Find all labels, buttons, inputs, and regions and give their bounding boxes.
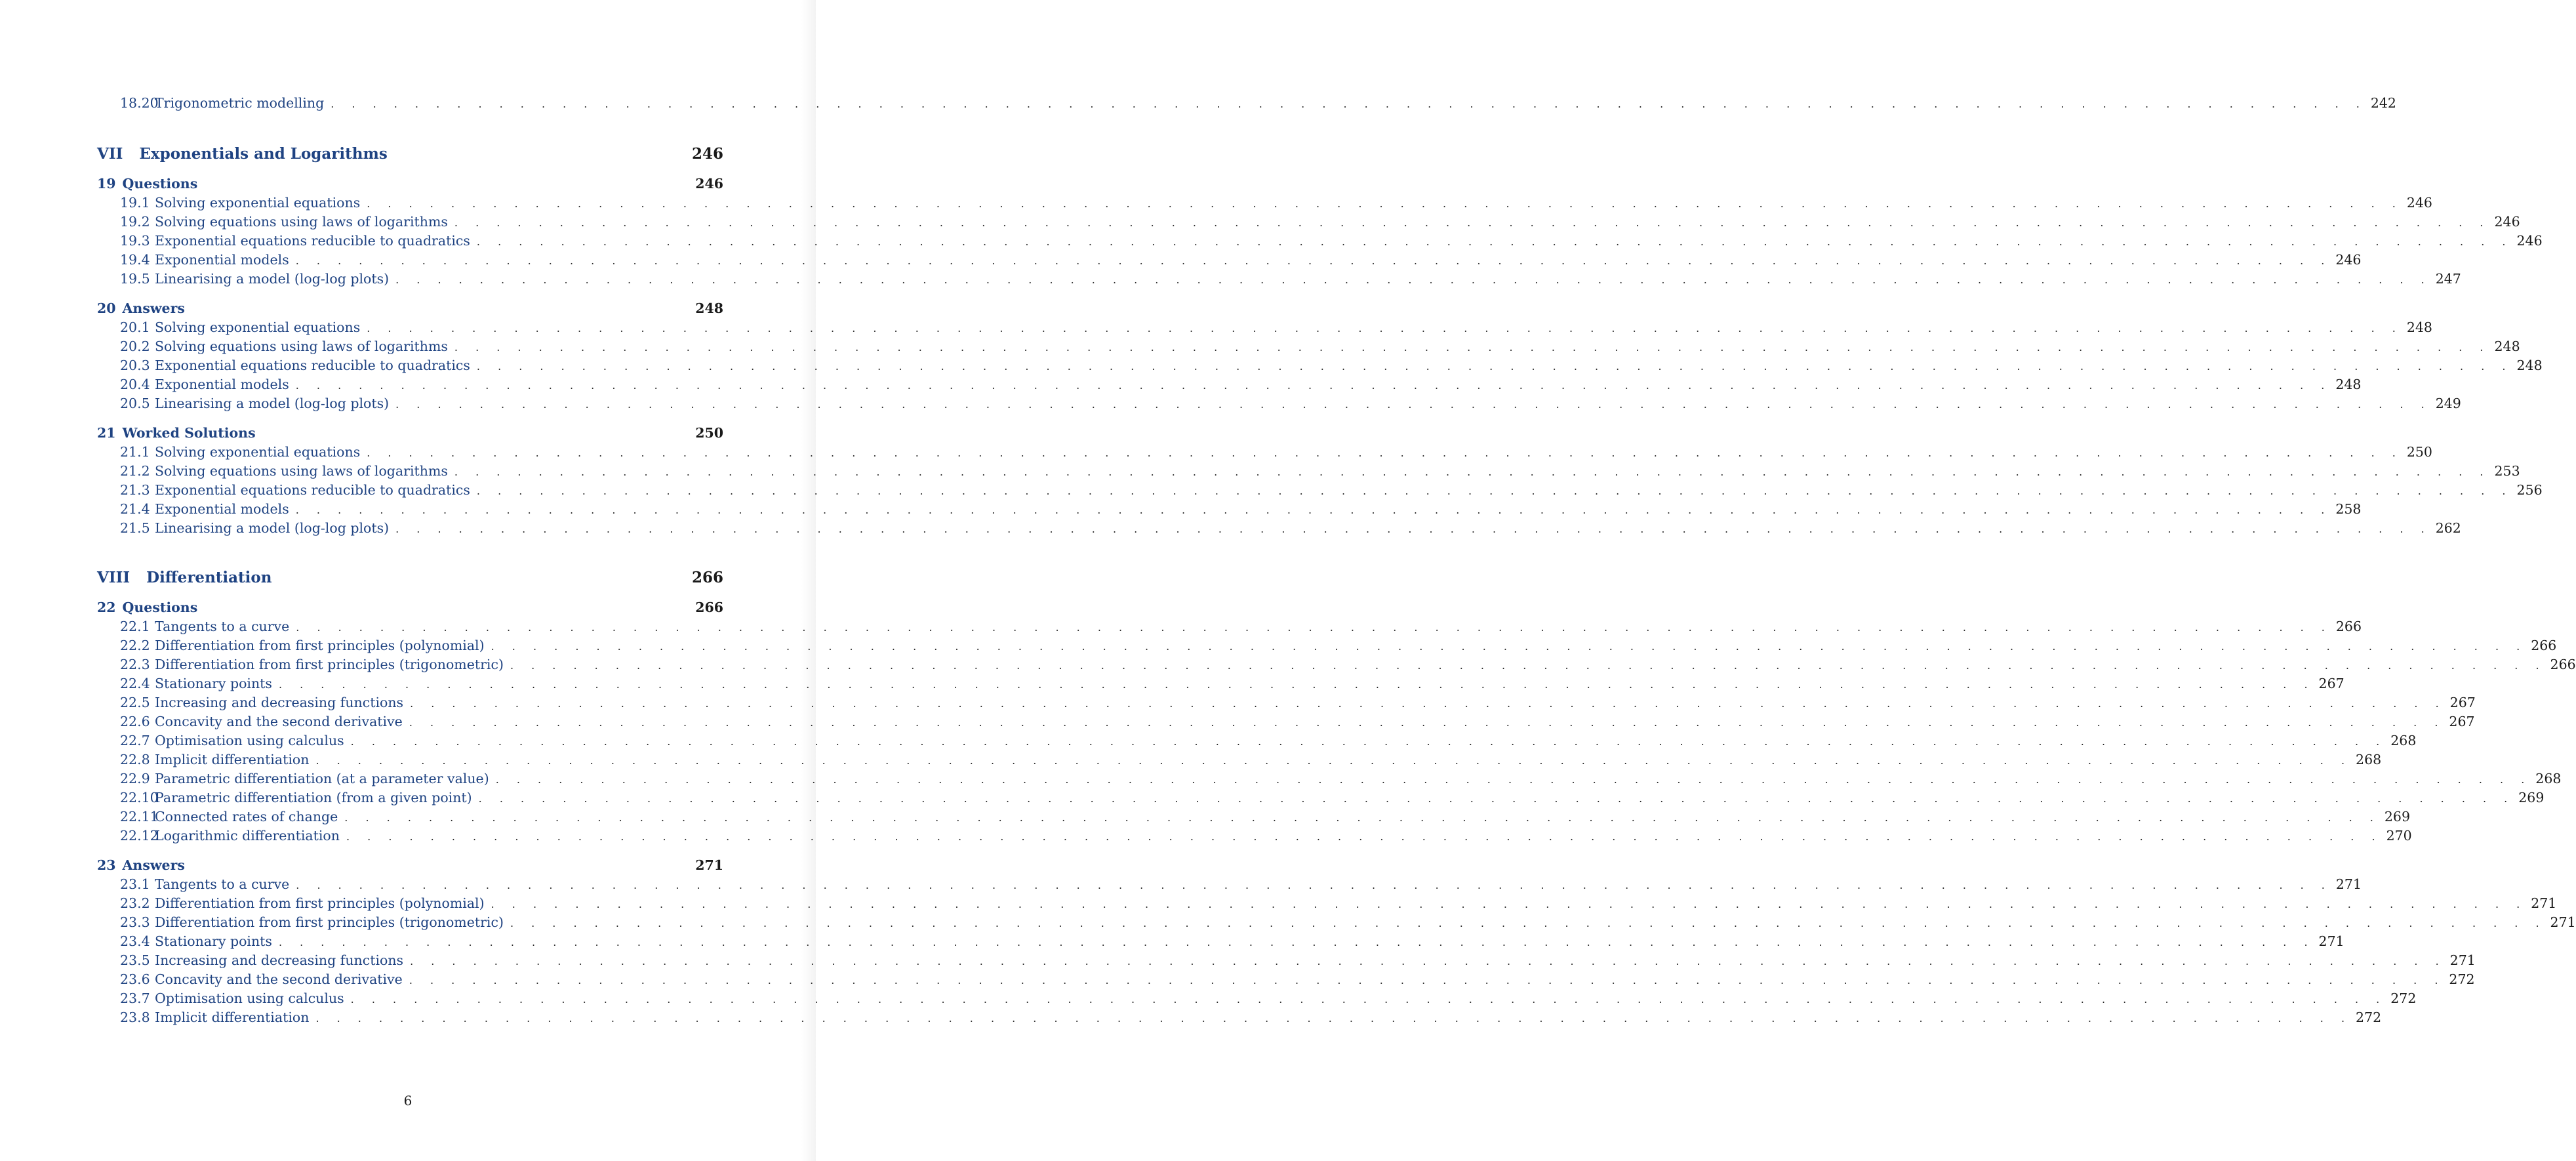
toc-section-entry[interactable] xyxy=(97,989,2417,1008)
section-title: Solving exponential equations xyxy=(155,195,361,211)
section-title: Stationary points xyxy=(155,933,272,949)
section-title: Exponential equations reducible to quadratics xyxy=(155,482,470,498)
toc-chapter-entry[interactable] xyxy=(97,424,723,443)
section-number: 21.5 xyxy=(120,520,150,536)
section-number: 23.5 xyxy=(120,952,150,968)
toc-section-entry[interactable] xyxy=(97,951,2476,970)
section-number: 22.7 xyxy=(120,733,150,748)
section-number: 20.4 xyxy=(120,377,150,392)
dot-leader: . . . . . . . . . . . . . . . . . . . . . . . . . . . . . . . . . . . . . . . . . . . . . . . . . . . . . . . . . . . . . . . . . . . . . . . . . . . . . . . . . . . . . . . . . . . . . . . . . xyxy=(409,716,2445,729)
section-number: 22.12 xyxy=(120,828,159,844)
page-number: 6 xyxy=(403,1093,413,1109)
toc-part-entry[interactable] xyxy=(97,567,723,588)
chapter-title: Answers xyxy=(122,857,185,873)
section-page: 268 xyxy=(2535,771,2562,786)
section-number: 18.20 xyxy=(120,95,159,111)
toc-section-entry[interactable] xyxy=(97,913,2576,932)
section-number: 23.4 xyxy=(120,933,150,949)
dot-leader: . . . . . . . . . . . . . . . . . . . . . . . . . . . . . . . . . . . . . . . . . . . . . . . . . . . . . . . . . . . . . . . . . . . . . . . . . . . . . . . . . . . . . . . . . . . . . . . . . xyxy=(295,504,2332,516)
section-number: 22.11 xyxy=(120,809,159,825)
dot-leader: . . . . . . . . . . . . . . . . . . . . . . . . . . . . . . . . . . . . . . . . . . . . . . . . . . . . . . . . . . . . . . . . . . . . . . . . . . . . . . . . . . . . . . . . . . . . . . . . . xyxy=(344,811,2381,824)
chapter-number: 20 xyxy=(97,300,116,316)
section-title: Exponential models xyxy=(155,501,289,517)
section-number: 21.3 xyxy=(120,482,150,498)
toc-section-entry[interactable] xyxy=(97,375,2362,394)
toc-section-entry[interactable] xyxy=(97,894,2557,913)
toc-section-entry[interactable] xyxy=(97,500,2362,519)
section-number: 22.10 xyxy=(120,790,159,805)
section-number: 22.1 xyxy=(120,619,150,634)
toc-part-entry[interactable] xyxy=(97,144,723,165)
section-page: 248 xyxy=(2335,377,2362,392)
section-page: 267 xyxy=(2318,676,2345,691)
dot-leader: . . . . . . . . . . . . . . . . . . . . . . . . . . . . . . . . . . . . . . . . . . . . . . . . . . . . . . . . . . . . . . . . . . . . . . . . . . . . . . . . . . . . . . . . . . . . . . . . . xyxy=(367,197,2403,210)
section-title: Exponential equations reducible to quadratics xyxy=(155,233,470,249)
section-title: Stationary points xyxy=(155,676,272,691)
toc-section-entry[interactable] xyxy=(97,232,2543,251)
section-title: Tangents to a curve xyxy=(155,619,290,634)
chapter-title: Questions xyxy=(122,600,198,615)
section-number: 23.7 xyxy=(120,990,150,1006)
section-title: Logarithmic differentiation xyxy=(155,828,340,844)
section-number: 20.2 xyxy=(120,338,150,354)
section-page: 246 xyxy=(2516,233,2543,249)
dot-leader: . . . . . . . . . . . . . . . . . . . . . . . . . . . . . . . . . . . . . . . . . . . . . . . . . . . . . . . . . . . . . . . . . . . . . . . . . . . . . . . . . . . . . . . . . . . . . . . . . xyxy=(278,936,2315,948)
section-page: 246 xyxy=(2335,252,2362,268)
section-title: Concavity and the second derivative xyxy=(155,971,403,987)
section-title: Increasing and decreasing functions xyxy=(155,695,404,710)
dot-leader: . . . . . . . . . . . . . . . . . . . . . . . . . . . . . . . . . . . . . . . . . . . . . . . . . . . . . . . . . . . . . . . . . . . . . . . . . . . . . . . . . . . . . . . . . . . . . . . . . xyxy=(295,379,2332,392)
section-page: 268 xyxy=(2356,752,2382,767)
chapter-number: 19 xyxy=(97,176,116,192)
section-list xyxy=(97,443,2543,538)
toc-section-entry[interactable] xyxy=(97,693,2476,712)
toc-section-entry[interactable] xyxy=(97,617,2362,636)
dot-leader: . . . . . . . . . . . . . . . . . . . . . . . . . . . . . . . . . . . . . . . . . . . . . . . . . . . . . . . . . . . . . . . . . . . . . . . . . . . . . . . . . . . . . . . . . . . . . . . . . xyxy=(395,274,2432,286)
section-title: Differentiation from first principles (polynomial) xyxy=(155,638,485,653)
section-title: Linearising a model (log-log plots) xyxy=(155,396,390,411)
dot-leader: . . . . . . . . . . . . . . . . . . . . . . . . . . . . . . . . . . . . . . . . . . . . . . . . . . . . . . . . . . . . . . . . . . . . . . . . . . . . . . . . . . . . . . . . . . . . . . . . . xyxy=(395,398,2432,411)
dot-leader: . . . . . . . . . . . . . . . . . . . . . . . . . . . . . . . . . . . . . . . . . . . . . . . . . . . . . . . . . . . . . . . . . . . . . . . . . . . . . . . . . . . . . . . . . . . . . . . . . xyxy=(491,898,2527,910)
toc-section-entry[interactable] xyxy=(97,731,2417,750)
part-number: VII xyxy=(97,145,123,163)
section-page: 248 xyxy=(2516,357,2543,373)
toc-chapter-entry[interactable] xyxy=(97,598,723,617)
dot-leader: . . . . . . . . . . . . . . . . . . . . . . . . . . . . . . . . . . . . . . . . . . . . . . . . . . . . . . . . . . . . . . . . . . . . . . . . . . . . . . . . . . . . . . . . . . . . . . . . . xyxy=(278,678,2315,691)
section-number: 23.8 xyxy=(120,1009,150,1025)
toc-chapter-entry[interactable] xyxy=(97,299,723,318)
section-number: 20.3 xyxy=(120,357,150,373)
section-title: Solving exponential equations xyxy=(155,319,361,335)
section-number: 22.6 xyxy=(120,714,150,729)
section-number: 19.5 xyxy=(120,271,150,287)
section-page: 266 xyxy=(2531,638,2557,653)
toc-section-entry[interactable] xyxy=(97,462,2520,481)
section-number: 23.6 xyxy=(120,971,150,987)
toc-section-entry[interactable] xyxy=(97,932,2345,951)
section-number: 23.1 xyxy=(120,876,150,892)
section-page: 271 xyxy=(2449,952,2476,968)
dot-leader: . . . . . . . . . . . . . . . . . . . . . . . . . . . . . . . . . . . . . . . . . . . . . . . . . . . . . . . . . . . . . . . . . . . . . . . . . . . . . . . . . . . . . . . . . . . . . . . . . xyxy=(350,735,2387,748)
section-number: 20.1 xyxy=(120,319,150,335)
section-title: Increasing and decreasing functions xyxy=(155,952,404,968)
chapter-number: 23 xyxy=(97,857,116,873)
section-list xyxy=(97,194,2543,289)
section-title: Exponential models xyxy=(155,252,289,268)
chapter-page: 248 xyxy=(695,300,723,316)
section-page: 271 xyxy=(2550,914,2576,930)
toc-section-entry[interactable] xyxy=(97,337,2520,356)
toc-section-entry[interactable] xyxy=(97,270,2461,289)
part-title: Exponentials and Logarithms xyxy=(139,145,388,163)
section-page: 271 xyxy=(2335,876,2362,892)
part-title: Differentiation xyxy=(146,569,272,586)
dot-leader: . . . . . . . . . . . . . . . . . . . . . . . . . . . . . . . . . . . . . . . . . . . . . . . . . . . . . . . . . . . . . . . . . . . . . . . . . . . . . . . . . . . . . . . . . . . . . . . . . xyxy=(478,792,2515,805)
section-title: Solving equations using laws of logarithms xyxy=(155,338,448,354)
section-title: Differentiation from first principles (polynomial) xyxy=(155,895,485,911)
section-page: 270 xyxy=(2386,828,2412,844)
section-number: 19.4 xyxy=(120,252,150,268)
toc-section-entry[interactable] xyxy=(97,1008,2382,1027)
section-page: 272 xyxy=(2356,1009,2382,1025)
section-title: Tangents to a curve xyxy=(155,876,290,892)
chapter-page: 246 xyxy=(695,176,723,192)
section-number: 21.2 xyxy=(120,463,150,479)
section-title: Implicit differentiation xyxy=(155,752,310,767)
section-page: 267 xyxy=(2449,695,2476,710)
section-page: 266 xyxy=(2550,657,2576,672)
section-page: 256 xyxy=(2516,482,2543,498)
section-title: Concavity and the second derivative xyxy=(155,714,403,729)
chapter-title: Answers xyxy=(122,300,185,316)
toc-section-entry[interactable] xyxy=(97,826,2412,845)
section-page: 246 xyxy=(2494,214,2520,230)
section-title: Solving equations using laws of logarithms xyxy=(155,214,448,230)
toc-section-entry[interactable] xyxy=(97,712,2475,731)
toc-section-entry[interactable] xyxy=(97,875,2362,894)
dot-leader: . . . . . . . . . . . . . . . . . . . . . . . . . . . . . . . . . . . . . . . . . . . . . . . . . . . . . . . . . . . . . . . . . . . . . . . . . . . . . . . . . . . . . . . . . . . . . . . . . xyxy=(510,659,2546,672)
toc-section-entry[interactable] xyxy=(97,356,2543,375)
section-number: 23.2 xyxy=(120,895,150,911)
section-number: 23.3 xyxy=(120,914,150,930)
part-number: VIII xyxy=(97,569,131,586)
chapter-number: 21 xyxy=(97,425,116,441)
toc-chapter-entry[interactable] xyxy=(97,174,723,194)
section-page: 268 xyxy=(2390,733,2417,748)
dot-leader: . . . . . . . . . . . . . . . . . . . . . . . . . . . . . . . . . . . . . . . . . . . . . . . . . . . . . . . . . . . . . . . . . . . . . . . . . . . . . . . . . . . . . . . . . . . . . . . . . xyxy=(296,879,2332,891)
toc-section-entry[interactable] xyxy=(97,750,2382,769)
section-title: Exponential models xyxy=(155,377,289,392)
section-number: 21.1 xyxy=(120,444,150,460)
table-of-contents xyxy=(97,94,2576,1027)
chapter-number: 22 xyxy=(97,600,116,615)
section-title: Linearising a model (log-log plots) xyxy=(155,271,390,287)
section-title: Solving exponential equations xyxy=(155,444,361,460)
section-number: 19.2 xyxy=(120,214,150,230)
section-list xyxy=(97,617,2576,845)
part-page: 266 xyxy=(691,569,723,586)
toc-section-entry[interactable] xyxy=(97,318,2432,337)
section-page: 247 xyxy=(2435,271,2461,287)
toc-section-entry[interactable] xyxy=(97,251,2362,270)
section-page: 248 xyxy=(2494,338,2520,354)
section-page: 271 xyxy=(2318,933,2345,949)
toc-section-entry[interactable] xyxy=(97,443,2432,462)
section-page: 246 xyxy=(2406,195,2432,211)
section-number: 22.4 xyxy=(120,676,150,691)
section-page: 242 xyxy=(2370,95,2396,111)
section-page: 253 xyxy=(2494,463,2520,479)
section-title: Parametric differentiation (at a parameter value) xyxy=(155,771,489,786)
dot-leader: . . . . . . . . . . . . . . . . . . . . . . . . . . . . . . . . . . . . . . . . . . . . . . . . . . . . . . . . . . . . . . . . . . . . . . . . . . . . . . . . . . . . . . . . . . . . . . . . . xyxy=(495,773,2532,786)
toc-section-entry[interactable] xyxy=(97,194,2432,213)
section-number: 22.5 xyxy=(120,695,150,710)
toc-section-entry[interactable] xyxy=(97,655,2576,674)
toc-section-entry[interactable] xyxy=(97,769,2562,788)
chapter-title: Questions xyxy=(122,176,198,192)
section-title: Linearising a model (log-log plots) xyxy=(155,520,390,536)
toc-chapter-entry[interactable] xyxy=(97,856,723,875)
dot-leader: . . . . . . . . . . . . . . . . . . . . . . . . . . . . . . . . . . . . . . . . . . . . . . . . . . . . . . . . . . . . . . . . . . . . . . . . . . . . . . . . . . . . . . . . . . . . . . . . . xyxy=(410,955,2446,968)
section-page: 249 xyxy=(2435,396,2461,411)
dot-leader: . . . . . . . . . . . . . . . . . . . . . . . . . . . . . . . . . . . . . . . . . . . . . . . . . . . . . . . . . . . . . . . . . . . . . . . . . . . . . . . . . . . . . . . . . . . . . . . . . xyxy=(346,830,2383,843)
toc-section-entry[interactable] xyxy=(97,481,2543,500)
section-page: 271 xyxy=(2531,895,2557,911)
dot-leader: . . . . . . . . . . . . . . . . . . . . . . . . . . . . . . . . . . . . . . . . . . . . . . . . . . . . . . . . . . . . . . . . . . . . . . . . . . . . . . . . . . . . . . . . . . . . . . . . . xyxy=(395,523,2432,535)
section-page: 262 xyxy=(2435,520,2461,536)
section-page: 248 xyxy=(2406,319,2432,335)
dot-leader: . . . . . . . . . . . . . . . . . . . . . . . . . . . . . . . . . . . . . . . . . . . . . . . . . . . . . . . . . . . . . . . . . . . . . . . . . . . . . . . . . . . . . . . . . . . . . . . . . xyxy=(367,322,2403,335)
section-number: 20.5 xyxy=(120,396,150,411)
section-page: 272 xyxy=(2390,990,2417,1006)
dot-leader: . . . . . . . . . . . . . . . . . . . . . . . . . . . . . . . . . . . . . . . . . . . . . . . . . . . . . . . . . . . . . . . . . . . . . . . . . . . . . . . . . . . . . . . . . . . . . . . . . xyxy=(510,917,2546,929)
toc-section-entry[interactable] xyxy=(97,636,2557,655)
dot-leader: . . . . . . . . . . . . . . . . . . . . . . . . . . . . . . . . . . . . . . . . . . . . . . . . . . . . . . . . . . . . . . . . . . . . . . . . . . . . . . . . . . . . . . . . . . . . . . . . . xyxy=(454,341,2491,354)
dot-leader: . . . . . . . . . . . . . . . . . . . . . . . . . . . . . . . . . . . . . . . . . . . . . . . . . . . . . . . . . . . . . . . . . . . . . . . . . . . . . . . . . . . . . . . . . . . . . . . . . xyxy=(315,1012,2352,1025)
section-page: 269 xyxy=(2384,809,2411,825)
dot-leader: . . . . . . . . . . . . . . . . . . . . . . . . . . . . . . . . . . . . . . . . . . . . . . . . . . . . . . . . . . . . . . . . . . . . . . . . . . . . . . . . . . . . . . . . . . . . . . . . . xyxy=(367,447,2403,459)
chapter-page: 266 xyxy=(695,600,723,615)
section-number: 22.8 xyxy=(120,752,150,767)
section-title: Parametric differentiation (from a given point) xyxy=(155,790,472,805)
toc-section-entry[interactable] xyxy=(97,807,2411,826)
section-number: 22.9 xyxy=(120,771,150,786)
section-title: Differentiation from first principles (trigonometric) xyxy=(155,657,504,672)
chapter-page: 271 xyxy=(695,857,723,873)
dot-leader: . . . . . . . . . . . . . . . . . . . . . . . . . . . . . . . . . . . . . . . . . . . . . . . . . . . . . . . . . . . . . . . . . . . . . . . . . . . . . . . . . . . . . . . . . . . . . . . . . xyxy=(476,360,2513,373)
dot-leader: . . . . . . . . . . . . . . . . . . . . . . . . . . . . . . . . . . . . . . . . . . . . . . . . . . . . . . . . . . . . . . . . . . . . . . . . . . . . . . . . . . . . . . . . . . . . . . . . . xyxy=(410,697,2446,710)
section-title: Exponential equations reducible to quadratics xyxy=(155,357,470,373)
toc-section-entry[interactable] xyxy=(97,970,2475,989)
part-page: 246 xyxy=(691,145,723,163)
dot-leader: . . . . . . . . . . . . . . . . . . . . . . . . . . . . . . . . . . . . . . . . . . . . . . . . . . . . . . . . . . . . . . . . . . . . . . . . . . . . . . . . . . . . . . . . . . . . . . . . . xyxy=(476,235,2513,248)
dot-leader: . . . . . . . . . . . . . . . . . . . . . . . . . . . . . . . . . . . . . . . . . . . . . . . . . . . . . . . . . . . . . . . . . . . . . . . . . . . . . . . . . . . . . . . . . . . . . . . . . xyxy=(454,216,2491,229)
dot-leader: . . . . . . . . . . . . . . . . . . . . . . . . . . . . . . . . . . . . . . . . . . . . . . . . . . . . . . . . . . . . . . . . . . . . . . . . . . . . . . . . . . . . . . . . . . . . . . . . . xyxy=(315,754,2352,767)
section-page: 272 xyxy=(2449,971,2475,987)
section-title: Trigonometric modelling xyxy=(155,95,325,111)
section-title: Implicit differentiation xyxy=(155,1009,310,1025)
dot-leader: . . . . . . . . . . . . . . . . . . . . . . . . . . . . . . . . . . . . . . . . . . . . . . . . . . . . . . . . . . . . . . . . . . . . . . . . . . . . . . . . . . . . . . . . . . . . . . . . . xyxy=(331,98,2367,110)
section-number: 19.3 xyxy=(120,233,150,249)
section-number: 22.3 xyxy=(120,657,150,672)
dot-leader: . . . . . . . . . . . . . . . . . . . . . . . . . . . . . . . . . . . . . . . . . . . . . . . . . . . . . . . . . . . . . . . . . . . . . . . . . . . . . . . . . . . . . . . . . . . . . . . . . xyxy=(476,485,2513,497)
toc-section-entry[interactable] xyxy=(97,788,2545,807)
section-page: 250 xyxy=(2406,444,2432,460)
section-title: Solving equations using laws of logarithms xyxy=(155,463,448,479)
section-title: Connected rates of change xyxy=(155,809,338,825)
toc-section-entry[interactable] xyxy=(97,519,2461,538)
toc-section-entry[interactable] xyxy=(97,394,2461,413)
section-list xyxy=(97,875,2576,1027)
chapter-title: Worked Solutions xyxy=(122,425,256,441)
section-page: 266 xyxy=(2335,619,2362,634)
section-number: 21.4 xyxy=(120,501,150,517)
dot-leader: . . . . . . . . . . . . . . . . . . . . . . . . . . . . . . . . . . . . . . . . . . . . . . . . . . . . . . . . . . . . . . . . . . . . . . . . . . . . . . . . . . . . . . . . . . . . . . . . . xyxy=(350,993,2387,1006)
dot-leader: . . . . . . . . . . . . . . . . . . . . . . . . . . . . . . . . . . . . . . . . . . . . . . . . . . . . . . . . . . . . . . . . . . . . . . . . . . . . . . . . . . . . . . . . . . . . . . . . . xyxy=(491,640,2527,653)
chapter-page: 250 xyxy=(695,425,723,441)
section-title: Optimisation using calculus xyxy=(155,733,344,748)
section-list xyxy=(97,318,2543,413)
section-page: 267 xyxy=(2449,714,2475,729)
dot-leader: . . . . . . . . . . . . . . . . . . . . . . . . . . . . . . . . . . . . . . . . . . . . . . . . . . . . . . . . . . . . . . . . . . . . . . . . . . . . . . . . . . . . . . . . . . . . . . . . . xyxy=(409,974,2445,987)
dot-leader: . . . . . . . . . . . . . . . . . . . . . . . . . . . . . . . . . . . . . . . . . . . . . . . . . . . . . . . . . . . . . . . . . . . . . . . . . . . . . . . . . . . . . . . . . . . . . . . . . xyxy=(454,466,2491,478)
section-page: 258 xyxy=(2335,501,2362,517)
section-page: 269 xyxy=(2518,790,2545,805)
toc-section-entry[interactable] xyxy=(97,674,2345,693)
toc-section-entry[interactable] xyxy=(97,94,2396,113)
toc-section-entry[interactable] xyxy=(97,213,2520,232)
section-number: 19.1 xyxy=(120,195,150,211)
section-number: 22.2 xyxy=(120,638,150,653)
section-title: Differentiation from first principles (trigonometric) xyxy=(155,914,504,930)
dot-leader: . . . . . . . . . . . . . . . . . . . . . . . . . . . . . . . . . . . . . . . . . . . . . . . . . . . . . . . . . . . . . . . . . . . . . . . . . . . . . . . . . . . . . . . . . . . . . . . . . xyxy=(295,255,2332,267)
section-title: Optimisation using calculus xyxy=(155,990,344,1006)
dot-leader: . . . . . . . . . . . . . . . . . . . . . . . . . . . . . . . . . . . . . . . . . . . . . . . . . . . . . . . . . . . . . . . . . . . . . . . . . . . . . . . . . . . . . . . . . . . . . . . . . xyxy=(296,621,2332,634)
